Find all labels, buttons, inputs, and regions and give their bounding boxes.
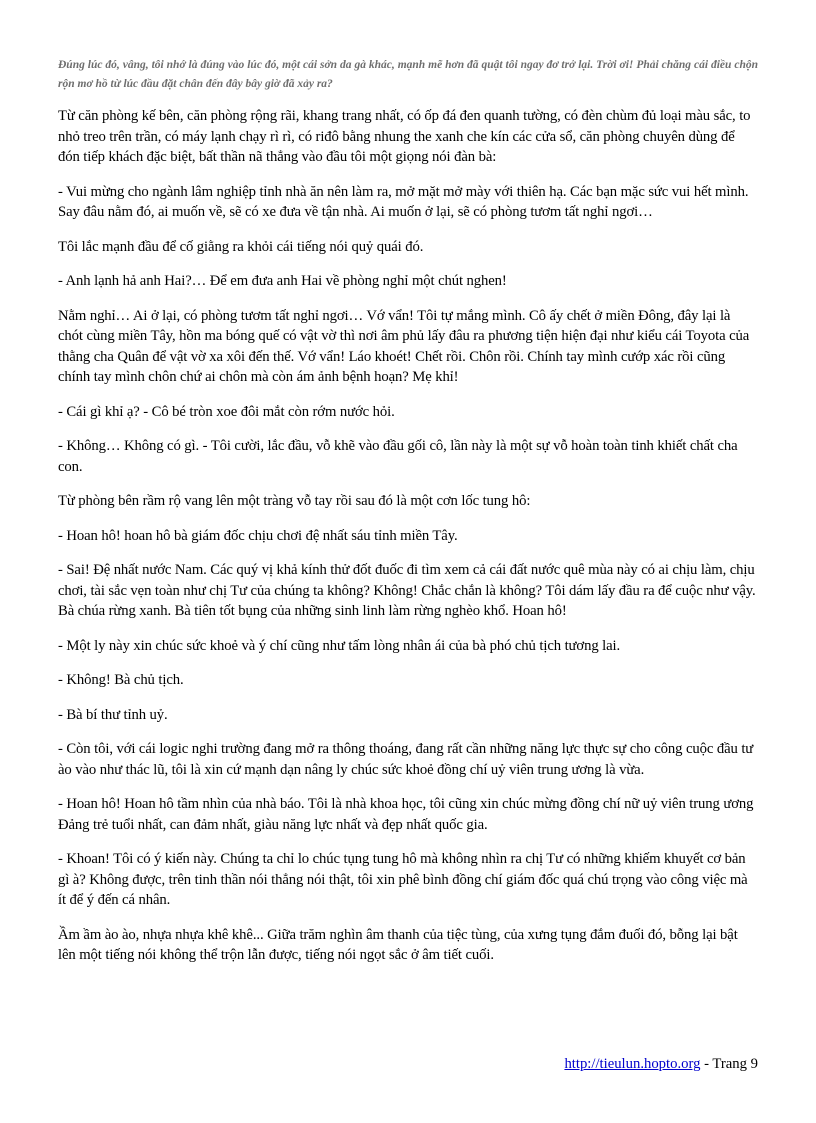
body-paragraph: - Cái gì khỉ ạ? - Cô bé tròn xoe đôi mắt còn rớm nước hỏi. [58, 403, 395, 420]
body-paragraph: Từ căn phòng kế bên, căn phòng rộng rãi, khang trang nhất, có ốp đá đen quanh tường, có đèn chùm đủ loại màu sắc, to nhỏ treo trên trần, có máy lạnh chạy rì rì, có riđô bằng nhung the xanh che kín các cửa sổ, căn phòng chuyên dùng để đón tiếp khách đặc biệt, bất thần nã thẳng vào đầu tôi một giọng nói đàn bà: [58, 108, 751, 165]
body-paragraph: - Anh lạnh hả anh Hai?… Để em đưa anh Hai về phòng nghỉ một chút nghen! [58, 273, 507, 289]
body-paragraph: - Hoan hô! hoan hô bà giám đốc chịu chơi đệ nhất sáu tỉnh miền Tây. [58, 527, 458, 544]
body-paragraph: Nằm nghỉ… Ai ở lại, có phòng tươm tất nghỉ ngơi… Vớ vẩn! Tôi tự mắng mình. Cô ấy chết ở miền Đông, đây lại là chót cùng miền Tây, hồn ma bóng quế có vật vờ thì nơi âm phủ lấy đâu ra phương tiện hiện đại như kiểu cái Toyota của thằng cha Quân để vật vờ xa xôi đến thế. Vớ vẩn! Láo khoét! Chết rồi. Chôn rồi. Chính tay mình cướp xác rồi cũng chính tay mình chôn chứ ai chôn mà còn ám ảnh bệnh hoạn? Mẹ khỉ! [58, 307, 750, 385]
body-paragraph: - Một ly này xin chúc sức khoẻ và ý chí cũng như tấm lòng nhân ái của bà phó chủ tịch tương lai. [58, 637, 621, 654]
intro-paragraph: Đúng lúc đó, vâng, tôi nhớ là đúng vào lúc đó, một cái sởn da gà khác, mạnh mẽ hơn đã quật tôi ngay đơ trở lại. Trời ơi! Phải chăng cái điều chộn rộn mơ hồ từ lúc đầu đặt chân đến đây bây giờ đã xảy ra? [58, 59, 758, 90]
footer-separator: - [700, 1056, 713, 1072]
body-paragraph: Tôi lắc mạnh đầu để cố giằng ra khỏi cái tiếng nói quỷ quái đó. [58, 238, 424, 255]
body-paragraph: - Còn tôi, với cái logic nghi trường đang mở ra thông thoáng, đang rất cần những năng lực thực sự cho công cuộc đầu tư ào vào như thác lũ, tôi là xin cứ mạnh dạn nâng ly chúc sức khoẻ đồng chí uỷ viên trung ương là vừa. [58, 741, 754, 778]
body-paragraph: Ầm ầm ào ào, nhựa nhựa khê khê... Giữa trăm nghìn âm thanh của tiệc tùng, của xưng tụng đắm đuối đó, bỗng lại bật lên một tiếng nói không thể trộn lẫn được, tiếng nói ngọt sắc ở âm tiết cuối. [58, 926, 738, 963]
source-link[interactable]: http://tieulun.hopto.org [564, 1056, 701, 1072]
body-paragraph: - Bà bí thư tỉnh uỷ. [58, 706, 168, 723]
body-paragraph: Từ phòng bên rầm rộ vang lên một tràng vỗ tay rồi sau đó là một cơn lốc tung hô: [58, 493, 531, 509]
body-paragraph: - Không! Bà chủ tịch. [58, 672, 184, 688]
body-paragraph: - Sai! Đệ nhất nước Nam. Các quý vị khả kính thử đốt đuốc đi tìm xem cả cái đất nước quê mùa này có ai chịu làm, chịu chơi, tài sắc vẹn toàn như chị Tư của chúng ta không? Không! Chắc chắn là không? Tôi dám lấy đầu ra để cuộc như vậy. Bà chúa rừng xanh. Bà tiên tốt bụng của những sinh linh làm rừng nghèo khổ. Hoan hô! [58, 562, 756, 619]
page-footer [564, 1056, 758, 1073]
document-page [58, 56, 758, 980]
body-paragraph: - Vui mừng cho ngành lâm nghiệp tỉnh nhà ăn nên làm ra, mở mặt mở mày với thiên hạ. Các bạn mặc sức vui hết mình. Say đâu nằm đó, ai muốn về, sẽ có xe đưa về tận nhà. Ai muốn ở lại, sẽ có phòng tươm tất nghỉ ngơi… [58, 183, 749, 220]
body-paragraph: - Hoan hô! Hoan hô tầm nhìn của nhà báo. Tôi là nhà khoa học, tôi cũng xin chúc mừng đồng chí nữ uỷ viên trung ương Đảng trẻ tuổi nhất, can đảm nhất, giàu năng lực nhất và đẹp nhất quốc gia. [58, 796, 754, 833]
page-number: Trang 9 [712, 1056, 758, 1072]
body-paragraph: - Khoan! Tôi có ý kiến này. Chúng ta chỉ lo chúc tụng tung hô mà không nhìn ra chị Tư có những khiếm khuyết cơ bản gì à? Không được, trên tinh thần nói thẳng nói thật, tôi xin phê bình đồng chí giám đốc quá chú trọng vào công việc mà ít để ý đến cá nhân. [58, 851, 748, 908]
body-paragraph: - Không… Không có gì. - Tôi cười, lắc đầu, vỗ khẽ vào đầu gối cô, lần này là một sự vỗ hoàn toàn tinh khiết chất cha con. [58, 438, 738, 475]
